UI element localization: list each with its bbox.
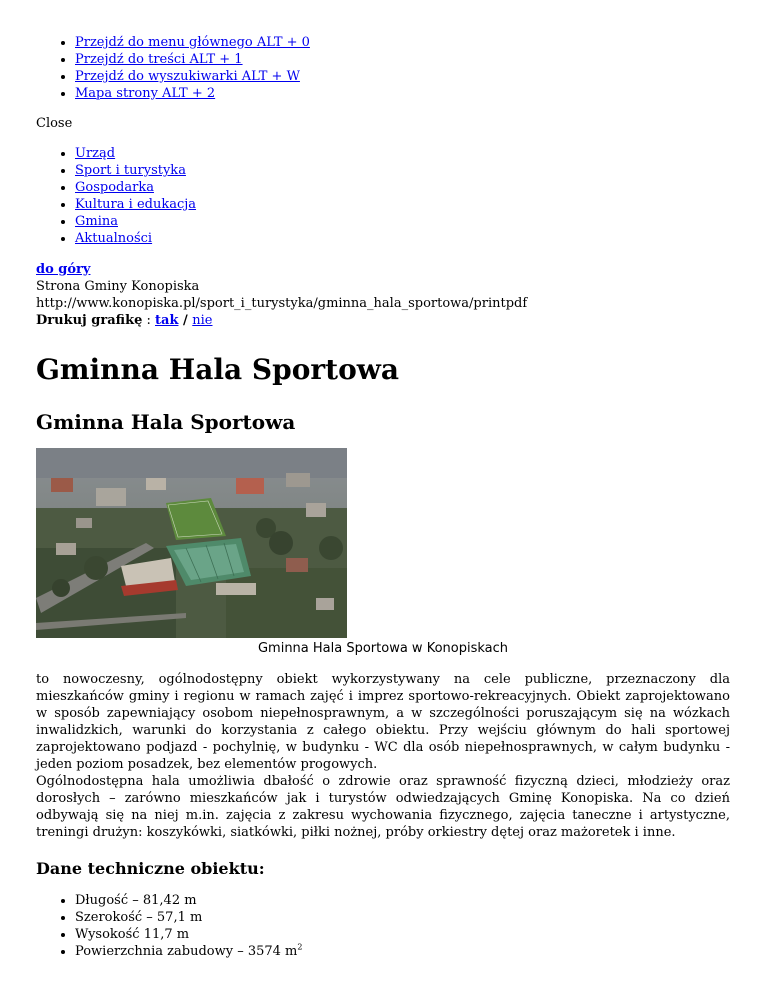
skip-links (36, 0, 732, 102)
print-url: http://www.konopiska.pl/sport_i_turystyka/gminna_hala_sportowa/printpdf (36, 296, 528, 311)
figure-caption: Gminna Hala Sportowa w Konopiskach (257, 641, 509, 656)
print-site-name: Strona Gminy Konopiska (36, 279, 200, 294)
back-to-top-link[interactable]: do góry (36, 262, 91, 277)
skip-link-item (75, 85, 732, 102)
print-graphic-yes-link[interactable]: tak (155, 313, 179, 328)
menu-item (75, 213, 732, 230)
skip-to-main-menu-link[interactable]: Przejdź do menu głównego ALT + 0 (75, 35, 310, 50)
top-link-wrapper (36, 261, 732, 278)
sitemap-link[interactable]: Mapa strony ALT + 2 (75, 86, 216, 101)
print-graphic-slash: / (178, 313, 193, 328)
skip-to-content-link[interactable]: Przejdź do treści ALT + 1 (75, 52, 243, 67)
tech-item-area-sup: 2 (297, 942, 303, 952)
menu-item (75, 162, 732, 179)
skip-link-item (75, 34, 732, 51)
menu-item (75, 230, 732, 247)
skip-link-item (75, 68, 732, 85)
tech-item-length: • Długość – 81,42 m (75, 892, 732, 909)
skip-link-item (75, 51, 732, 68)
menu-item (75, 196, 732, 213)
menu-item-gmina[interactable]: Gmina (75, 214, 118, 229)
tech-item-height: • Wysokość 11,7 m (75, 926, 732, 943)
page-title: Gminna Hala Sportowa (36, 353, 399, 386)
tech-spec-list (36, 892, 732, 960)
menu-item-sport[interactable]: Sport i turystyka (75, 163, 186, 178)
menu-item-urzad[interactable]: Urząd (75, 146, 116, 161)
print-graphic-no-link[interactable]: nie (192, 313, 213, 328)
print-graphic-colon: : (142, 313, 156, 328)
menu-item-kultura[interactable]: Kultura i edukacja (75, 197, 197, 212)
print-graphic-toggle (36, 312, 732, 329)
skip-to-search-link[interactable]: Przejdź do wyszukiwarki ALT + W (75, 69, 300, 84)
paragraph: to nowoczesny, ogólnodostępny obiekt wykorzystywany na cele publiczne, przeznaczony dla mieszkańców gminy i regionu w ramach zajęć i imprez sportowo-rekreacyjnych. Obiekt zaprojektowano w sposób zapewniający osobom niepełnosprawnym, a w szczególności poruszającym się na wózkach inwalidzkich, warunki do korzystania z całego obiektu. Przy wejściu głównym do hali sportowej zaprojektowano podjazd - pochylnię, w budynku - WC dla osób niepełnosprawnych, w całym budynku - jeden poziom posadzek, bez elementów progowych. (36, 672, 730, 772)
menu-item-gospodarka[interactable]: Gospodarka (75, 180, 154, 195)
figure (36, 448, 730, 657)
menu-item-aktualnosci[interactable]: Aktualności (75, 231, 153, 246)
article-title: Gminna Hala Sportowa (36, 410, 296, 434)
article-body (36, 671, 730, 841)
paragraph: Ogólnodostępna hala umożliwia dbałość o zdrowie oraz sprawność fizyczną dzieci, młodzieży oraz dorosłych – zarówno mieszkańców jak i turystów odwiedzających Gminę Konopiska. Na co dzień odbywają się na niej m.in. zajęcia z zakresu wychowania fizycznego, zajęcia taneczne i artystyczne, treningi drużyn: koszykówki, siatkówki, piłki nożnej, próby orkiestry dętej oraz mażoretek i inne. (36, 774, 730, 840)
tech-item-width: • Szerokość – 57,1 m (75, 909, 732, 926)
tech-heading: Dane techniczne obiektu: (36, 859, 265, 878)
menu-item (75, 179, 732, 196)
tech-item-area (75, 943, 732, 960)
aerial-photo-sports-hall (36, 448, 347, 638)
print-graphic-label: Drukuj grafikę (36, 313, 143, 328)
tech-item-area-text: Powierzchnia zabudowy – 3574 m (75, 944, 298, 959)
close-button[interactable]: Close (36, 116, 73, 131)
menu-item (75, 145, 732, 162)
main-menu (36, 145, 732, 247)
